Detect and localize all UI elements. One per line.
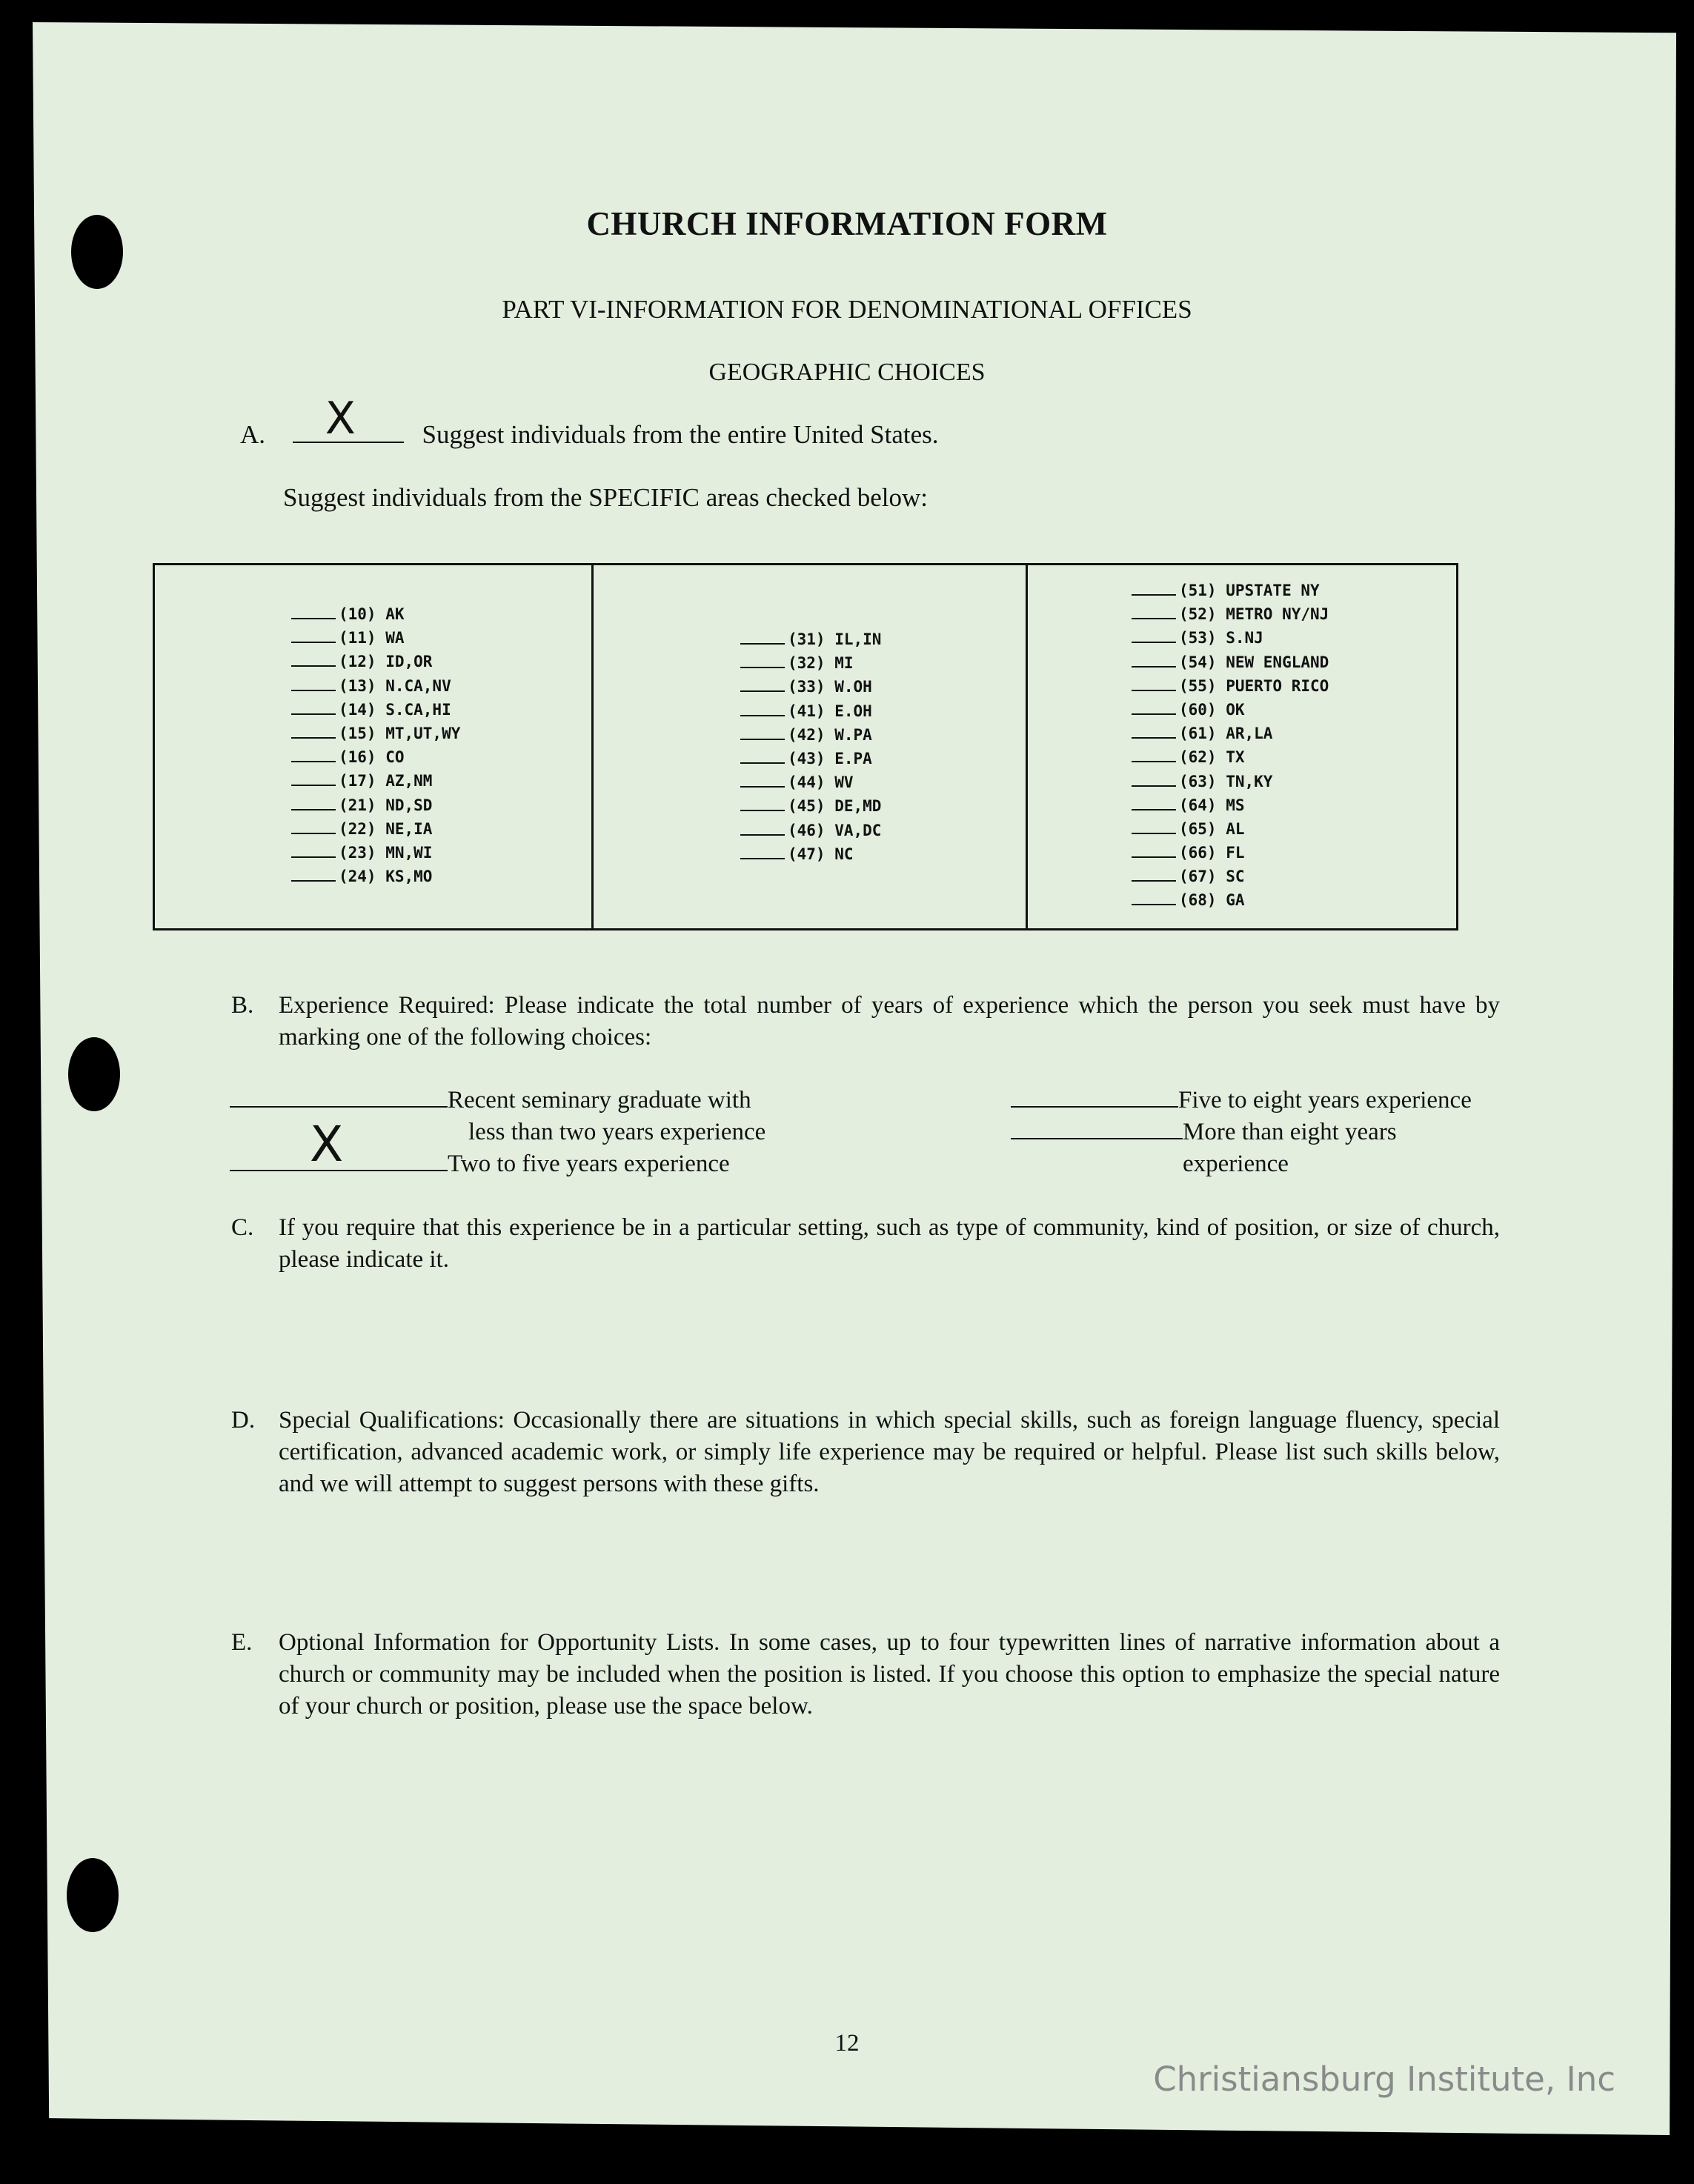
region-label: (10) AK xyxy=(339,605,405,623)
watermark: Christiansburg Institute, Inc xyxy=(1153,2060,1615,2099)
exp-recent-grad-line1: Recent seminary graduate with xyxy=(448,1087,751,1113)
region-item xyxy=(740,747,881,770)
region-label: (33) W.OH xyxy=(788,678,872,696)
region-checkbox-blank[interactable] xyxy=(740,795,785,811)
region-column-1 xyxy=(155,565,594,928)
region-label: (47) NC xyxy=(788,845,854,863)
region-label: (45) DE,MD xyxy=(788,797,882,816)
region-label: (22) NE,IA xyxy=(339,819,433,838)
region-checkbox-blank[interactable] xyxy=(740,748,785,764)
region-item xyxy=(1132,674,1329,698)
punch-hole-middle xyxy=(68,1037,120,1111)
region-checkbox-blank[interactable] xyxy=(1132,675,1176,691)
region-list-1 xyxy=(291,602,460,888)
region-item xyxy=(740,842,881,866)
region-checkbox-blank[interactable] xyxy=(740,724,785,740)
region-checkbox-blank[interactable] xyxy=(1132,699,1176,715)
region-label: (52) METRO NY/NJ xyxy=(1179,605,1329,624)
region-checkbox-blank[interactable] xyxy=(1132,627,1176,643)
region-label: (24) KS,MO xyxy=(339,868,433,886)
region-label: (14) S.CA,HI xyxy=(339,700,451,719)
section-d-text: Special Qualifications: Occasionally there are situations in which special skills, such as foreign language fluency, special certification, advanced academic work, or simply life experience may be required or helpful. Please list such skills below, and we will attempt to suggest persons with these gifts. xyxy=(279,1407,1500,1497)
exp-two-to-five-mark: X xyxy=(310,1116,344,1173)
exp-option-five-to-eight xyxy=(1011,1085,1472,1116)
region-checkbox-blank[interactable] xyxy=(1132,794,1176,810)
region-item xyxy=(1132,626,1329,650)
region-label: (44) WV xyxy=(788,773,854,792)
region-checkbox-blank[interactable] xyxy=(291,627,336,643)
region-label: (65) AL xyxy=(1179,819,1245,838)
region-item xyxy=(1132,722,1329,745)
region-item xyxy=(740,819,881,842)
region-item xyxy=(291,769,460,793)
region-label: (12) ID,OR xyxy=(339,653,433,671)
option-a-mark: X xyxy=(325,393,356,445)
section-d-label: D. xyxy=(231,1407,256,1434)
region-label: (61) AR,LA xyxy=(1179,725,1273,743)
region-item xyxy=(740,723,881,747)
region-label: (13) N.CA,NV xyxy=(339,676,451,695)
option-a-text: Suggest individuals from the entire United States. xyxy=(422,420,939,449)
region-item xyxy=(740,627,881,651)
exp-option-recent-grad xyxy=(230,1085,751,1116)
region-item xyxy=(291,698,460,722)
section-b-text: Experience Required: Please indicate the total number of years of experience which the person you seek must have by marking one of the following choices: xyxy=(279,992,1500,1051)
region-label: (66) FL xyxy=(1179,844,1245,862)
region-checkbox-blank[interactable] xyxy=(740,700,785,716)
region-label: (43) E.PA xyxy=(788,749,872,768)
region-item xyxy=(291,793,460,817)
region-label: (21) ND,SD xyxy=(339,796,433,814)
region-label: (16) CO xyxy=(339,748,405,767)
region-label: (62) TX xyxy=(1179,748,1245,767)
region-item xyxy=(291,650,460,673)
specific-areas-text: Suggest individuals from the SPECIFIC areas checked below: xyxy=(283,483,928,512)
region-checkbox-blank[interactable] xyxy=(740,676,785,692)
region-item xyxy=(1132,865,1329,888)
region-checkbox-blank[interactable] xyxy=(740,652,785,668)
region-checkbox-blank[interactable] xyxy=(740,771,785,788)
part-heading: PART VI-INFORMATION FOR DENOMINATIONAL OFFICES xyxy=(502,295,1192,324)
region-item xyxy=(1132,770,1329,793)
section-e-text: Optional Information for Opportunity Lists. In some cases, up to four typewritten lines of narrative information about a church or community may be included when the position is listed. If you choose this option to emphasize the special nature of your church or position, please use the space below. xyxy=(279,1629,1500,1719)
region-checkbox-blank[interactable] xyxy=(291,842,336,858)
region-label: (31) IL,IN xyxy=(788,630,882,648)
section-e-label: E. xyxy=(231,1629,253,1656)
region-checkbox-blank[interactable] xyxy=(1132,579,1176,596)
region-checkbox-blank[interactable] xyxy=(291,722,336,739)
region-item xyxy=(1132,841,1329,865)
exp-more-than-eight-line2: experience xyxy=(1183,1151,1289,1177)
region-checkbox-blank[interactable] xyxy=(1132,603,1176,619)
region-list-2 xyxy=(740,627,881,866)
region-checkbox-blank[interactable] xyxy=(1132,865,1176,882)
region-checkbox-blank[interactable] xyxy=(740,819,785,836)
region-label: (42) W.PA xyxy=(788,725,872,744)
region-checkbox-blank[interactable] xyxy=(1132,818,1176,834)
exp-recent-grad-line2: less than two years experience xyxy=(468,1119,766,1145)
region-label: (68) GA xyxy=(1179,891,1245,910)
region-item xyxy=(1132,793,1329,817)
punch-hole-bottom xyxy=(67,1858,119,1932)
region-item xyxy=(1132,698,1329,722)
region-label: (64) MS xyxy=(1179,796,1245,814)
region-label: (53) S.NJ xyxy=(1179,629,1263,647)
region-label: (55) PUERTO RICO xyxy=(1179,676,1329,695)
exp-five-to-eight-text: Five to eight years experience xyxy=(1178,1087,1472,1113)
option-a-checkbox[interactable] xyxy=(293,393,404,445)
region-label: (23) MN,WI xyxy=(339,843,433,862)
exp-two-to-five-blank[interactable] xyxy=(230,1116,448,1173)
region-item xyxy=(740,794,881,818)
region-checkbox-blank[interactable] xyxy=(1132,842,1176,858)
region-label: (51) UPSTATE NY xyxy=(1179,582,1320,599)
region-checkbox-blank[interactable] xyxy=(1132,889,1176,905)
region-checkbox-blank[interactable] xyxy=(740,628,785,645)
exp-recent-grad-blank[interactable] xyxy=(230,1085,448,1108)
region-checkbox-blank[interactable] xyxy=(291,650,336,667)
region-item xyxy=(1132,888,1329,912)
region-checkbox-blank[interactable] xyxy=(291,865,336,882)
region-item xyxy=(291,817,460,841)
region-checkbox-blank[interactable] xyxy=(291,770,336,786)
region-table xyxy=(153,563,1458,930)
region-checkbox-blank[interactable] xyxy=(1132,770,1176,787)
region-checkbox-blank[interactable] xyxy=(1132,651,1176,667)
region-item xyxy=(740,770,881,794)
region-label: (60) OK xyxy=(1179,700,1245,719)
region-checkbox-blank[interactable] xyxy=(291,675,336,691)
region-checkbox-blank[interactable] xyxy=(291,699,336,715)
region-item xyxy=(1132,650,1329,674)
region-item xyxy=(1132,745,1329,769)
region-column-2 xyxy=(594,565,1028,928)
region-label: (15) MT,UT,WY xyxy=(339,724,461,742)
region-label: (17) AZ,NM xyxy=(339,772,433,790)
region-checkbox-blank[interactable] xyxy=(1132,722,1176,739)
region-item xyxy=(291,626,460,650)
geographic-choices-heading: GEOGRAPHIC CHOICES xyxy=(708,359,986,386)
section-b-label: B. xyxy=(231,992,254,1019)
region-label: (41) E.OH xyxy=(788,702,872,720)
region-checkbox-blank[interactable] xyxy=(291,603,336,619)
region-item xyxy=(740,651,881,675)
section-c-label: C. xyxy=(231,1214,254,1241)
region-item xyxy=(291,602,460,626)
form-title: CHURCH INFORMATION FORM xyxy=(586,205,1108,242)
region-item xyxy=(1132,579,1329,602)
exp-two-to-five-text: Two to five years experience xyxy=(448,1151,730,1177)
option-a-label: A. xyxy=(240,420,266,449)
region-item xyxy=(291,841,460,865)
region-label: (11) WA xyxy=(339,629,405,647)
region-checkbox-blank[interactable] xyxy=(291,818,336,834)
option-a-row xyxy=(240,393,939,450)
region-label: (46) VA,DC xyxy=(788,821,882,839)
region-item xyxy=(291,745,460,769)
region-item xyxy=(291,722,460,745)
region-label: (54) NEW ENGLAND xyxy=(1179,653,1329,671)
region-list-3 xyxy=(1132,579,1329,913)
region-item xyxy=(291,674,460,698)
exp-more-than-eight-blank[interactable] xyxy=(1011,1117,1183,1139)
exp-five-to-eight-blank[interactable] xyxy=(1011,1085,1178,1108)
region-label: (32) MI xyxy=(788,654,854,673)
region-item xyxy=(740,675,881,699)
region-checkbox-blank[interactable] xyxy=(291,746,336,762)
paper-page xyxy=(33,22,1676,2135)
exp-option-more-than-eight xyxy=(1011,1116,1397,1148)
page-number: 12 xyxy=(834,2030,860,2057)
region-column-3 xyxy=(1028,565,1456,928)
region-item xyxy=(1132,817,1329,841)
region-checkbox-blank[interactable] xyxy=(1132,746,1176,762)
region-item xyxy=(1132,602,1329,626)
region-item xyxy=(291,865,460,888)
region-checkbox-blank[interactable] xyxy=(291,794,336,810)
region-item xyxy=(740,699,881,723)
region-checkbox-blank[interactable] xyxy=(740,843,785,859)
region-label: (63) TN,KY xyxy=(1179,772,1273,790)
region-label: (67) SC xyxy=(1179,868,1245,886)
exp-more-than-eight-line1: More than eight years xyxy=(1183,1119,1397,1145)
section-c-text: If you require that this experience be in a particular setting, such as type of community, kind of position, or size of church, please indicate it. xyxy=(279,1214,1500,1273)
